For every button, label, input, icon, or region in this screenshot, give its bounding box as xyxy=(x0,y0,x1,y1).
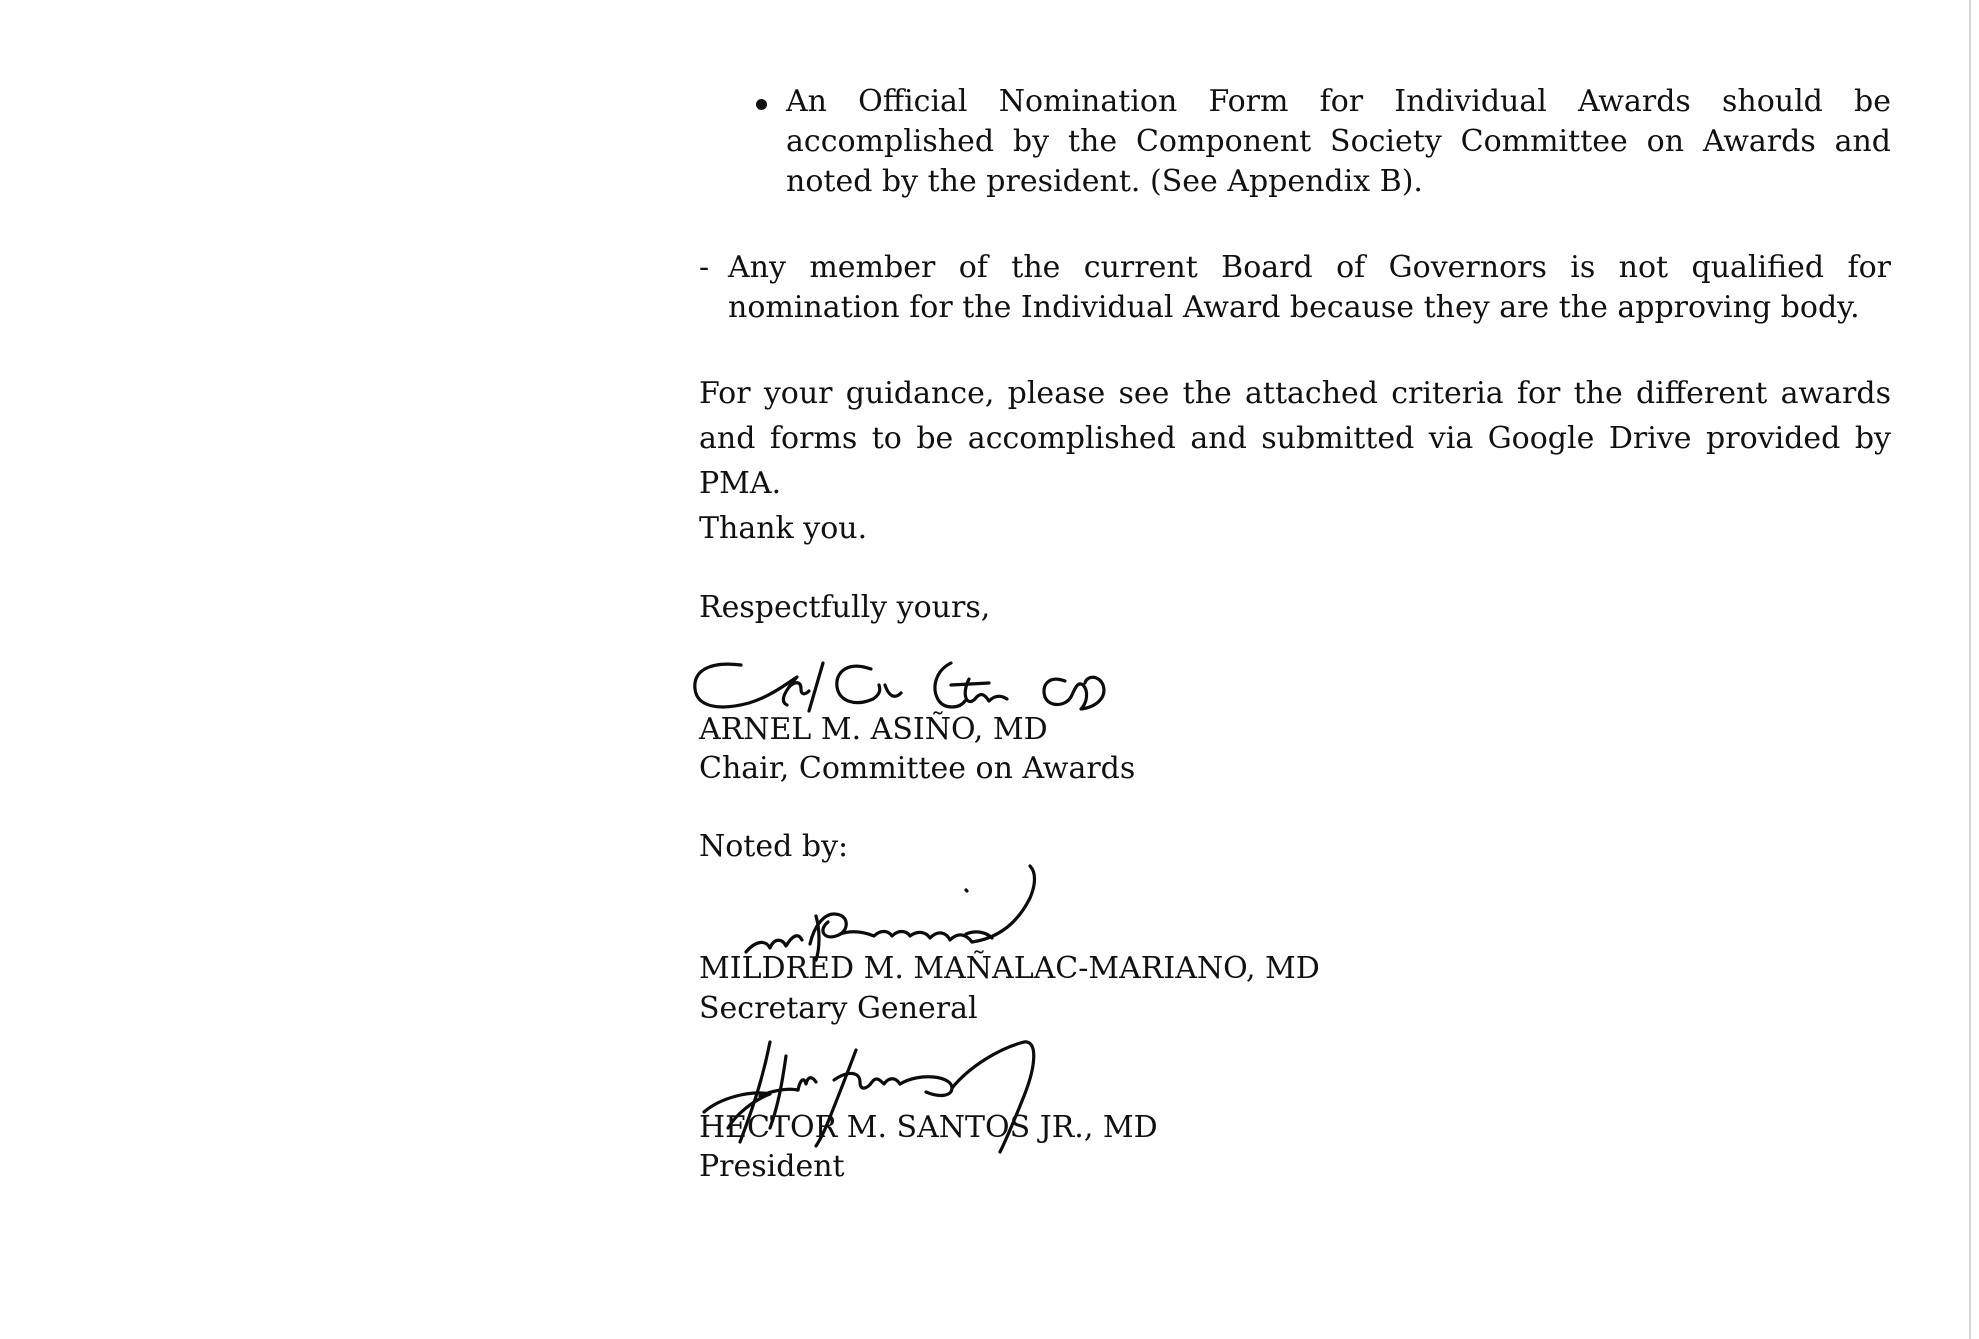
bullet-icon xyxy=(756,99,767,110)
chair-name: ARNEL M. ASIÑO, MD xyxy=(699,712,1048,747)
thank-you-text: Thank you. xyxy=(699,511,868,546)
guidance-paragraph: For your guidance, please see the attached criteria for the different awards and forms to be accomplished and submitted via Google Drive provided by PMA. xyxy=(699,376,1891,501)
secretary-general-title: Secretary General xyxy=(699,991,978,1026)
president-title: President xyxy=(699,1149,845,1184)
bullet-item-text: An Official Nomination Form for Individual Awards should be accomplished by the Component Society Committee on Awards and noted by the president. (See Appendix B). xyxy=(786,84,1891,199)
dash-item-text: Any member of the current Board of Governors is not qualified for nomination for the Individual Award because they are the approving body. xyxy=(728,250,1891,325)
noted-by-label: Noted by: xyxy=(699,829,849,864)
dash-marker: - xyxy=(699,250,710,285)
secretary-general-name: MILDRED M. MAÑALAC-MARIANO, MD xyxy=(699,951,1320,986)
president-name: HECTOR M. SANTOS JR., MD xyxy=(699,1110,1158,1145)
closing-text: Respectfully yours, xyxy=(699,590,991,625)
chair-title: Chair, Committee on Awards xyxy=(699,751,1136,786)
page-edge-divider xyxy=(1969,0,1971,1339)
